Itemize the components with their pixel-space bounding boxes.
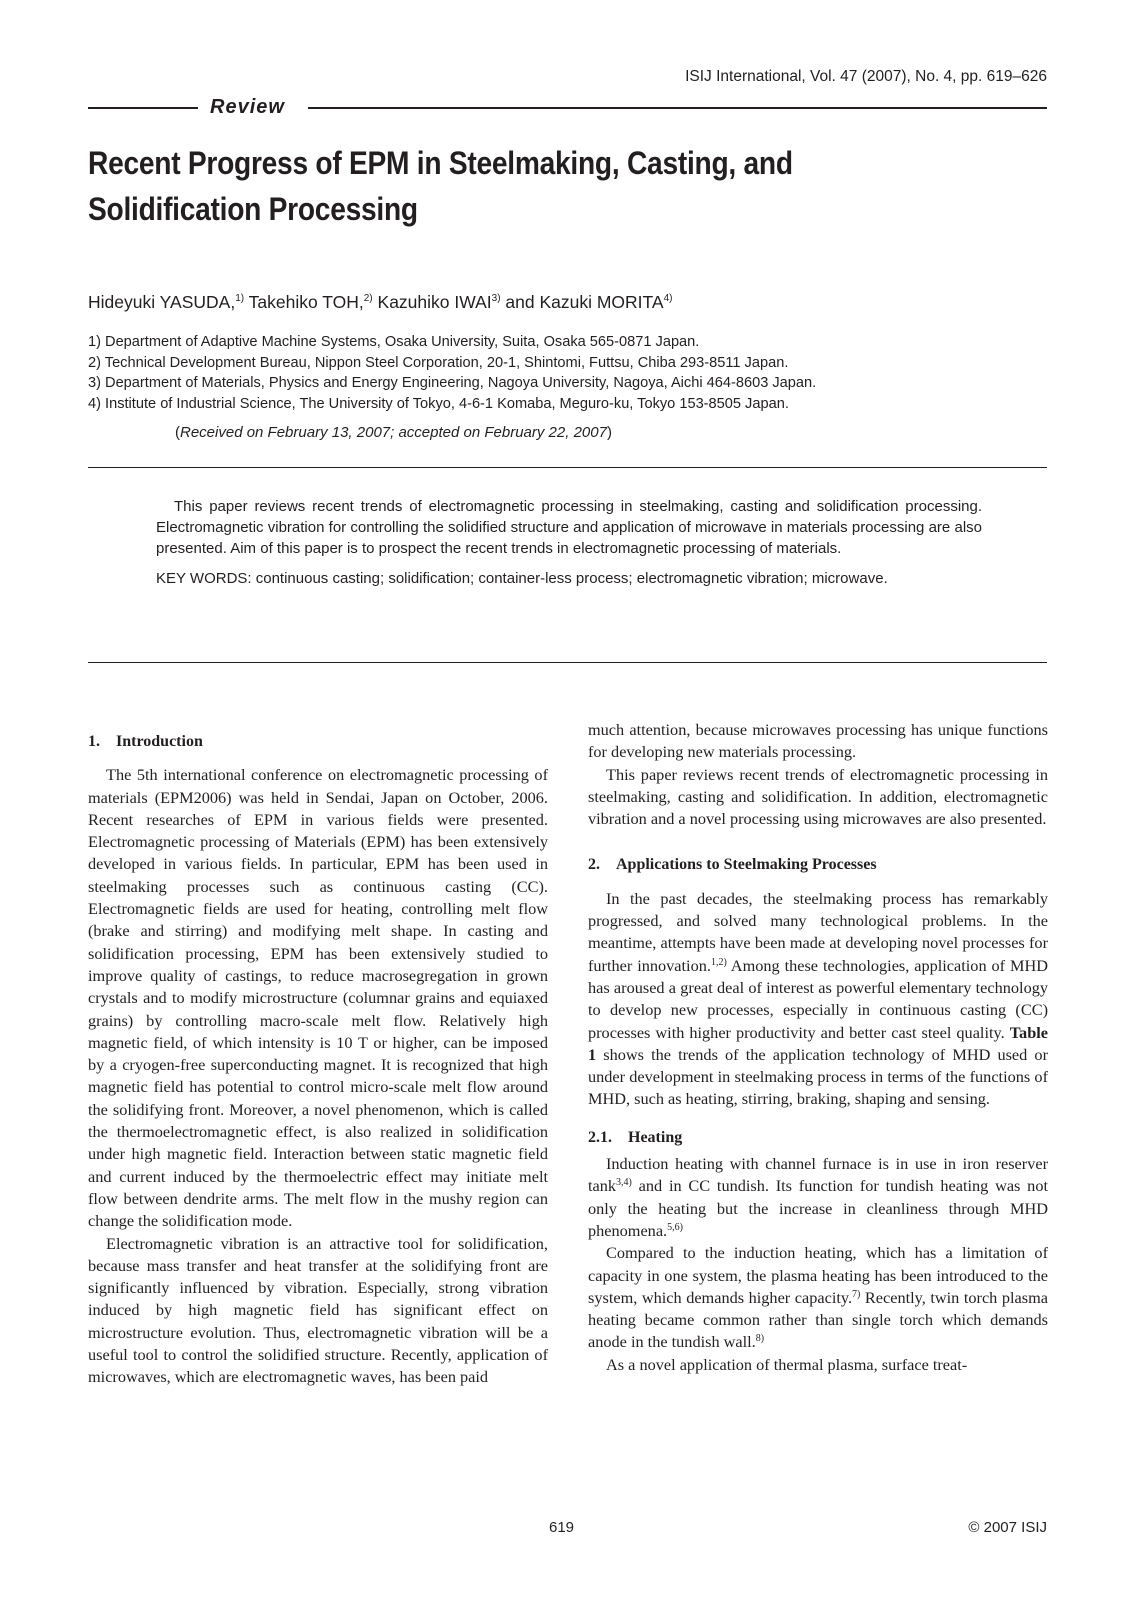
text-run: Induction heating with channel furnace is in use in iron reserver tank (588, 1154, 1048, 1196)
author-affiliation-mark: 4) (663, 293, 673, 304)
citation: 8) (755, 1333, 765, 1345)
keywords: KEY WORDS: continuous casting; solidification; container-less process; electromagnetic vibration; microwave. (156, 570, 888, 587)
affiliation-list (88, 332, 816, 414)
abstract-bottom-rule (88, 662, 1047, 663)
subsection-heading: 2.1. Heating (588, 1128, 683, 1146)
paragraph (588, 1242, 1048, 1353)
paragraph (588, 1153, 1048, 1242)
section-label: Review (210, 96, 285, 118)
citation: 1,2) (710, 956, 727, 968)
text-run: In the past decades, the steelmaking process has remarkably progressed, and solved many technological problems. In the meantime, attempts have been made at developing novel processes for further innovation. (588, 888, 1048, 975)
author-name: Takehiko TOH, (244, 292, 364, 312)
affiliation-item: 1) Department of Adaptive Machine Systems, Osaka University, Suita, Osaka 565-0871 Japan. (88, 334, 700, 350)
paren-close: ) (606, 424, 612, 441)
received-text: Received on February 13, 2007; accepted on February 22, 2007 (180, 424, 607, 441)
table-reference: Table 1 (588, 1022, 1048, 1064)
citation: 3,4) (616, 1177, 632, 1189)
affiliation-item: 4) Institute of Industrial Science, The University of Tokyo, 4-6-1 Komaba, Meguro-ku, Tokyo 153-8505 Japan. (88, 395, 789, 412)
paper-title (88, 140, 932, 232)
paragraph: This paper reviews recent trends of electromagnetic processing in steelmaking, casting and solidification. In addition, electromagnetic vibration and a novel processing using microwaves are also presented. (588, 764, 1048, 829)
paper-title-line: Solidification Processing (88, 191, 418, 227)
right-column (588, 719, 1048, 1376)
page-number: 619 (549, 1519, 575, 1536)
text-run: and in CC tundish. Its function for tundish heating was not only the heating but the increase in cleanliness through MHD phenomena. (588, 1176, 1048, 1240)
author-affiliation-mark: 2) (363, 293, 373, 304)
divider-left (88, 107, 198, 109)
abstract-text: This paper reviews recent trends of electromagnetic processing in steelmaking, casting and solidification processing. Electromagnetic vibration for controlling the solidified structure and application of microwave in materials processing are also presented. Aim of this paper is to prospect the recent trends in electromagnetic processing of materials. (156, 498, 982, 557)
left-column (88, 716, 548, 1389)
author-name: and Kazuki MORITA (500, 292, 664, 312)
journal-reference: ISIJ International, Vol. 47 (2007), No. 4, pp. 619–626 (685, 68, 1047, 85)
text-run: shows the trends of the application technology of MHD used or under development in steelmaking process in terms of the functions of MHD, such as heating, stirring, braking, shaping and sensing. (588, 1044, 1048, 1109)
paragraph: The 5th international conference on electromagnetic processing of materials (EPM2006) was held in Sendai, Japan on October, 2006. Recent researches of EPM in various fields were presented. Electromagnetic processing of Materials (EPM) has been extensively developed in various fields. In particular, EPM has been used in steelmaking processes such as continuous casting (CC). Electromagnetic fields are used for heating, controlling melt flow (brake and stirring) and modifying melt shape. In casting and solidification processing, EPM has been extensively studied to improve quality of castings, to reduce macrosegregation in grown crystals and to modify microstructure (columnar grains and equiaxed grains) by controlling macro-scale melt flow. Relatively high magnetic field, of which intensity is 10 T or higher, can be imposed by a cryogen-free superconducting magnet. It is recognized that high magnetic field has potential to control micro-scale melt flow around the solidifying front. Moreover, a novel phenomenon, which is called the thermoelectromagnetic effect, is also realized in solidification under high magnetic field. Interaction between static magnetic field and current induced by the thermoelectric effect may initiate melt flow between dendrite arms. The melt flow in the mushy region can change the solidification mode. (88, 765, 548, 1231)
paper-title-line: Recent Progress of EPM in Steelmaking, Casting, and (88, 145, 793, 181)
paragraph (588, 888, 1048, 1111)
section-heading: 2. Applications to Steelmaking Processes (588, 856, 877, 874)
received-dates (175, 424, 612, 441)
text-run: Recently, twin torch plasma heating became common rather than single torch which demands anode in the tundish wall. (588, 1287, 1048, 1352)
paren-open: ( (175, 424, 180, 441)
copyright-notice: © 2007 ISIJ (968, 1519, 1047, 1536)
section-heading: 1. Introduction (88, 733, 203, 750)
affiliation-item: 3) Department of Materials, Physics and Energy Engineering, Nagoya University, Nagoya, Aichi 464-8603 Japan. (88, 375, 817, 391)
author-name: Hideyuki YASUDA, (88, 292, 236, 312)
paragraph: much attention, because microwaves processing has unique functions for developing new materials processing. (588, 720, 1048, 762)
abstract-block (156, 496, 982, 589)
text-run: Among these technologies, application of MHD has aroused a great deal of interest as powerful elementary technology to develop new processes, especially in continuous casting (CC) processes with higher productivity and better cast steel quality. (588, 955, 1048, 1042)
affiliation-item: 2) Technical Development Bureau, Nippon Steel Corporation, 20-1, Shintomi, Futtsu, Chiba 293-8511 Japan. (88, 354, 789, 371)
text-run: Compared to the induction heating, which has a limitation of capacity in one system, the plasma heating has been introduced to the system, which demands higher capacity. (588, 1243, 1048, 1307)
citation: 7) (852, 1288, 861, 1300)
author-affiliation-mark: 3) (491, 293, 501, 304)
section-label-row (88, 96, 1047, 120)
abstract-top-rule (88, 467, 1047, 468)
author-name: Kazuhiko IWAI (372, 292, 492, 312)
author-list (88, 292, 673, 313)
paragraph: Electromagnetic vibration is an attractive tool for solidification, because mass transfer and heat transfer at the solidifying front are significantly influenced by vibration. Especially, strong vibration induced by high magnetic field has significant effect on microstructure evolution. Thus, electromagnetic vibration will be a useful tool to control the solidified structure. Recently, application of microwaves, which are electromagnetic waves, has been paid (88, 1233, 548, 1387)
citation: 5,6) (667, 1221, 683, 1233)
divider-right (308, 107, 1047, 109)
author-affiliation-mark: 1) (235, 293, 245, 304)
paragraph: As a novel application of thermal plasma, surface treat- (606, 1354, 968, 1374)
